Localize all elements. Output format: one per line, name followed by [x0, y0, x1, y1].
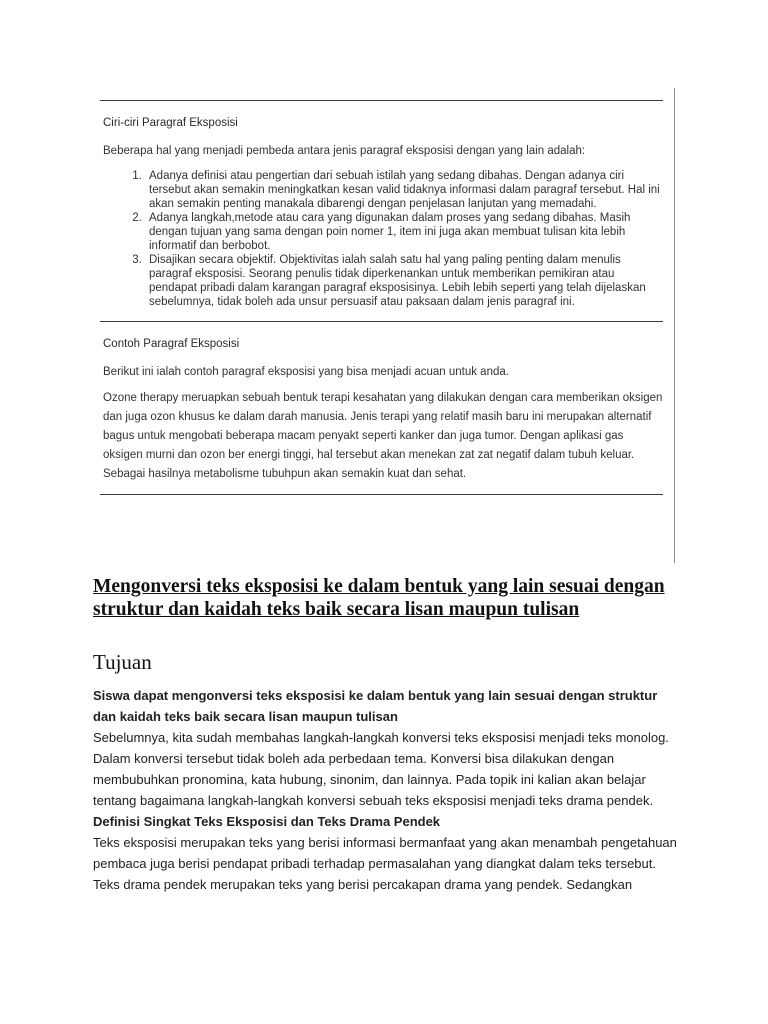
tujuan-bold-text: Siswa dapat mengonversi teks eksposisi ke dalam bentuk yang lain sesuai dengan struktur dan kaidah teks baik secara lisan maupun tulisan [93, 688, 658, 724]
image-edge-line [674, 88, 675, 563]
definisi-paragraph: Teks eksposisi merupakan teks yang berisi informasi bermanfaat yang akan menambah pengetahuan pembaca juga berisi pendapat pribadi terhadap permasalahan yang diangkat dalam teks tersebut. Teks drama pendek merupakan teks yang berisi percakapan drama yang pendek. Sedangkan [93, 835, 677, 892]
tujuan-paragraph: Sebelumnya, kita sudah membahas langkah-langkah konversi teks eksposisi menjadi teks monolog. Dalam konversi tersebut tidak boleh ada perbedaan tema. Konversi bisa dilakukan dengan membubuhkan pronomina, kata hubung, sinonim, dan lainnya. Pada topik ini kalian akan belajar tentang bagaimana langkah-langkah konversi sebuah teks eksposisi menjadi teks drama pendek. [93, 730, 669, 808]
divider [100, 100, 663, 101]
divider [100, 321, 663, 322]
contoh-title: Contoh Paragraf Eksposisi [103, 338, 240, 350]
contoh-paragraph: Ozone therapy meruapkan sebuah bentuk terapi kesahatan yang dilakukan dengan cara memberikan oksigen dan juga ozon khusus ke dalam darah manusia. Jenis terapi yang relatif masih baru ini merupakan alternatif bagus untuk mengobati beberapa macam penyakt seperti kanker dan juga tumor. Dengan aplikasi gas oksigen murni dan ozon ber energi tinggi, hal tersebut akan menekan zat zat negatif dalam tubuh keluar. Sebagai hasilnya metabolisme tubuhpun akan semakin kuat dan sehat. [103, 392, 663, 480]
embedded-image [100, 100, 663, 495]
ciri-intro: Beberapa hal yang menjadi pembeda antara jenis paragraf eksposisi dengan yang lain adalah: [103, 145, 586, 157]
list-item: 3. Disajikan secara objektif. Objektivitas ialah salah satu hal yang paling penting dalam menulis paragraf eksposisi. Seorang penulis tidak diperkenankan untuk memberikan pemikiran atau pendapat pribadi dalam karangan paragraf eksposisinya. Lebih lebih seperti yang telah dijelaskan sebelumnya, tidak boleh ada unsur persuasif atau paksaan dalam jenis paragraf ini. [145, 253, 663, 309]
contoh-intro: Berikut ini ialah contoh paragraf eksposisi yang bisa menjadi acuan untuk anda. [103, 366, 509, 378]
page-heading: Mengonversi teks eksposisi ke dalam bentuk yang lain sesuai dengan struktur dan kaidah teks baik secara lisan maupun tulisan [93, 576, 665, 620]
list-item: 2. Adanya langkah,metode atau cara yang digunakan dalam proses yang sedang dibahas. Masih dengan tujuan yang sama dengan poin nomer 1, item ini juga akan membuat tulisan kita lebih informatif dan berbobot. [145, 211, 663, 253]
definisi-heading: Definisi Singkat Teks Eksposisi dan Teks Drama Pendek [93, 814, 441, 829]
ciri-list [100, 169, 663, 309]
list-item: 1. Adanya definisi atau pengertian dari sebuah istilah yang sedang dibahas. Dengan adanya ciri tersebut akan semakin meningkatkan kesan valid tidaknya informasi dalam paragraf tersebut. Hal ini akan semakin penting manakala dibarengi dengan penjelasan lanjutan yang memadahi. [145, 169, 663, 211]
main-content [93, 575, 683, 895]
ciri-title: Ciri-ciri Paragraf Eksposisi [103, 117, 238, 129]
divider [100, 494, 663, 495]
tujuan-heading: Tujuan [93, 650, 152, 674]
